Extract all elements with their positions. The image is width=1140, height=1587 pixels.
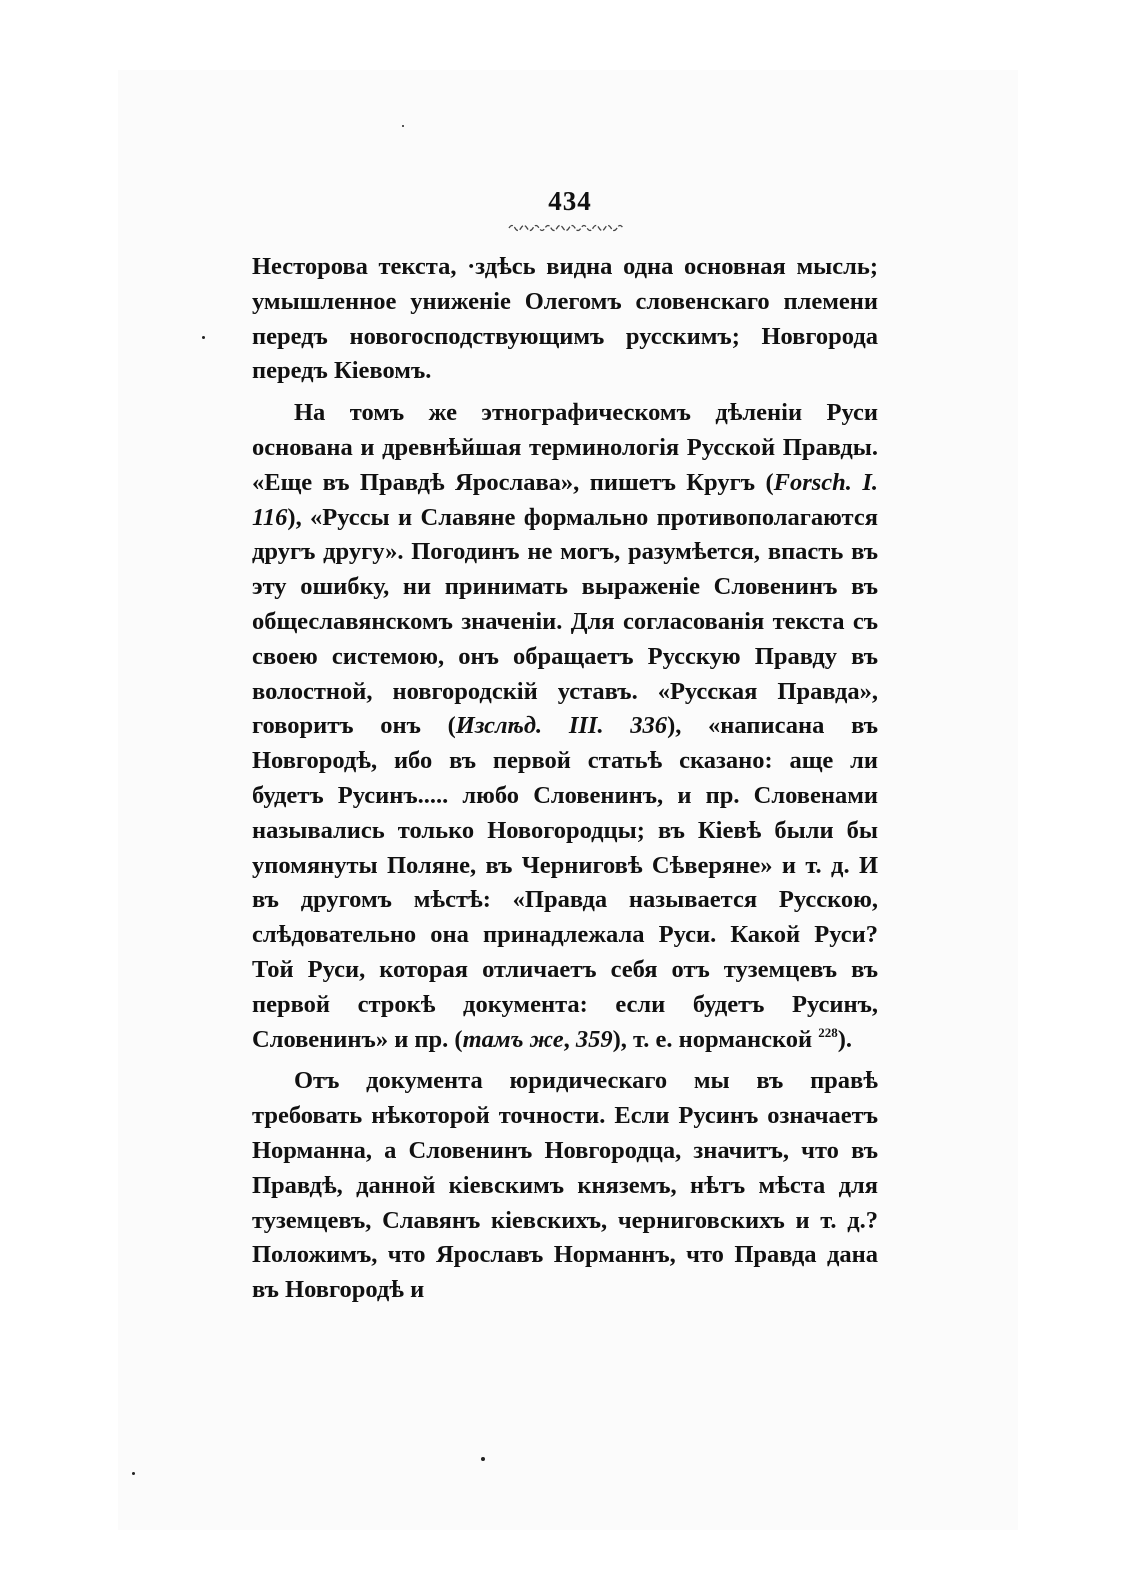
citation-page-359: 359 <box>575 1025 613 1053</box>
paragraph-2-text-e: ). <box>837 1025 853 1053</box>
paragraph-2-text-b: ), «Руссы и Славяне формально противополагаются другъ другу». Погодинъ не могъ, разумѣется, впасть въ эту ошибку, ни принимать выраженіе Словенинъ въ общеславянскомъ значеніи. Для согласованія текста съ своею системою, онъ обращаетъ Русскую Правду въ волостной, новгородскій уставъ. «Русская Правда», говоритъ онъ ( <box>252 503 878 740</box>
page-number: 434 <box>548 186 592 216</box>
paragraph-2-text-a: На томъ же этнографическомъ дѣленіи Руси основана и древнѣйшая терминологія Русской Правды. «Еще въ Правдѣ Ярослава», пишетъ Кругъ ( <box>252 399 878 496</box>
scan-speck <box>402 125 404 127</box>
paragraph-1 <box>252 250 878 389</box>
decorative-wavy-rule <box>507 222 627 234</box>
citation-izsled: Изслѣд. III. 336 <box>455 712 668 740</box>
paragraph-3-text: Отъ документа юридическаго мы въ правѣ требовать нѣкоторой точности. Если Русинъ означаетъ Норманна, а Словенинъ Новгородца, значитъ, что въ Правдѣ, данной кіевскимъ княземъ, нѣтъ мѣста для туземцевъ, Славянъ кіевскихъ, черниговскихъ и т. д.? Положимъ, что Ярославъ Норманнъ, что Правда дана въ Новгородѣ и <box>252 1067 878 1304</box>
footnote-marker: 228 <box>818 1024 838 1040</box>
paragraph-2-text-d: ), т. е. норманской <box>612 1025 819 1053</box>
scan-speck <box>481 1457 485 1461</box>
paragraph-2-text-c: ), «написана въ Новгородѣ, ибо въ первой статьѣ сказано: аще ли будетъ Русинъ..... любо Словенинъ, и пр. Словенами назывались только Новогородцы; въ Кіевѣ были бы упомянуты Поляне, въ Черниговѣ Сѣверяне» и т. д. И въ другомъ мѣстѣ: «Правда называется Русскою, слѣдовательно она принадлежала Руси. Какой Руси? Той Руси, которая отличаетъ себя отъ туземцевъ въ первой строкѣ документа: если будетъ Русинъ, Словенинъ» и пр. ( <box>252 712 878 1053</box>
paragraph-1-text: Несторова текста, ·здѣсь видна одна основная мысль; умышленное униженіе Олегомъ словенскаго племени передъ новогосподствующимъ русскимъ; Новгорода передъ Кіевомъ. <box>252 253 878 385</box>
scan-speck <box>132 1472 135 1475</box>
body-text <box>252 250 878 1315</box>
citation-forsch: Forsch. I. 116 <box>252 468 878 531</box>
citation-tam-zhe: тамъ же <box>462 1025 564 1053</box>
paragraph-2 <box>252 396 878 1057</box>
paragraph-2-separator: , <box>563 1025 576 1053</box>
scan-speck <box>202 336 205 339</box>
paragraph-3 <box>252 1064 878 1308</box>
